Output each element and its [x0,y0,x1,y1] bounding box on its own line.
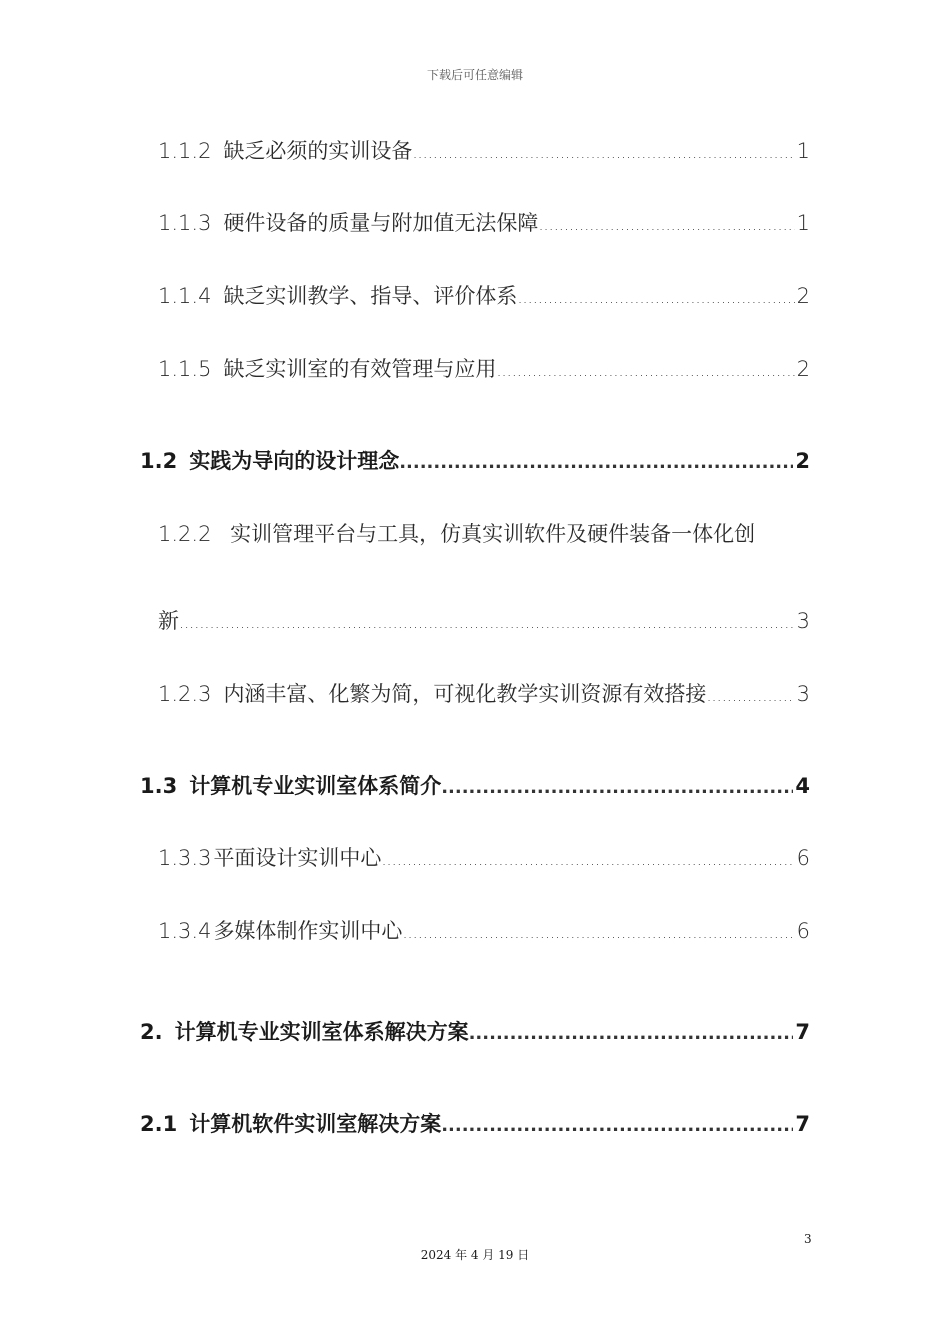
toc-leader [441,1109,793,1141]
toc-entry-1-1-4[interactable] [158,281,810,313]
toc-number: 2. [140,1020,163,1044]
toc-title: 缺乏实训教学、指导、评价体系 [223,284,518,308]
toc-entry-1-1-5[interactable] [158,354,810,386]
toc-page: 7 [795,1020,810,1044]
toc-entry-1-2-3[interactable] [158,679,810,711]
toc-number: 1.1.2 [158,139,212,163]
toc-entry-1-2-2-line1[interactable] [158,519,810,549]
toc-leader [517,281,794,313]
toc-title: 平面设计实训中心 [213,846,382,870]
toc-page: 6 [796,919,810,943]
toc-page: 1 [796,211,810,235]
toc-number: 2.1 [140,1112,178,1136]
toc-page: 3 [796,682,810,706]
toc-entry-1-3[interactable] [140,771,810,803]
toc-number: 1.2.2 [158,522,212,546]
toc-number: 1.2 [140,449,178,473]
toc-page: 2 [795,449,810,473]
toc-title: 实践为导向的设计理念 [189,449,400,473]
toc-leader [399,446,793,478]
toc-entry-1-3-4[interactable] [158,916,810,948]
toc-number: 1.3.3 [158,846,212,870]
toc-page: 1 [796,139,810,163]
toc-page: 7 [795,1112,810,1136]
toc-number: 1.3.4 [158,919,212,943]
toc-title: 计算机专业实训室体系简介 [189,774,442,798]
toc-title: 计算机软件实训室解决方案 [189,1112,442,1136]
toc-entry-1-1-2[interactable] [158,136,810,168]
toc-leader [179,606,795,638]
toc-leader [538,208,794,240]
toc-entry-1-2-2-line2[interactable] [158,606,810,638]
toc-number: 1.1.4 [158,284,212,308]
toc-leader [402,916,794,948]
toc-page: 6 [796,846,810,870]
toc-title: 实训管理平台与工具，仿真实训软件及硬件装备一体化创 [230,522,756,546]
toc-title: 缺乏实训室的有效管理与应用 [223,357,497,381]
toc-entry-1-2[interactable] [140,446,810,478]
toc-leader [441,771,793,803]
toc-page: 2 [796,357,810,381]
toc-title: 硬件设备的质量与附加值无法保障 [223,211,539,235]
toc-entry-2-1[interactable] [140,1109,810,1141]
toc-entry-1-3-3[interactable] [158,843,810,875]
toc-title-continued: 新 [158,609,179,633]
toc-leader [412,136,794,168]
toc-number: 1.3 [140,774,178,798]
toc-page: 4 [795,774,810,798]
footer-date: 2024 年 4 月 19 日 [420,1248,530,1262]
toc-entry-1-1-3[interactable] [158,208,810,240]
toc-title: 计算机专业实训室体系解决方案 [174,1020,469,1044]
toc-number: 1.1.5 [158,357,212,381]
toc-page: 3 [796,609,810,633]
toc-leader [496,354,794,386]
toc-title: 多媒体制作实训中心 [213,919,403,943]
toc-leader [381,843,794,875]
page-header: 下载后可任意编辑 [426,68,523,82]
toc-page: 2 [796,284,810,308]
toc-leader [469,1017,794,1049]
toc-number: 1.2.3 [158,682,212,706]
toc-entry-2[interactable] [140,1017,810,1049]
toc-leader [706,679,794,711]
toc-title: 内涵丰富、化繁为简，可视化教学实训资源有效搭接 [223,682,707,706]
footer-page-number: 3 [804,1232,812,1246]
toc-number: 1.1.3 [158,211,212,235]
toc-title: 缺乏必须的实训设备 [223,139,413,163]
